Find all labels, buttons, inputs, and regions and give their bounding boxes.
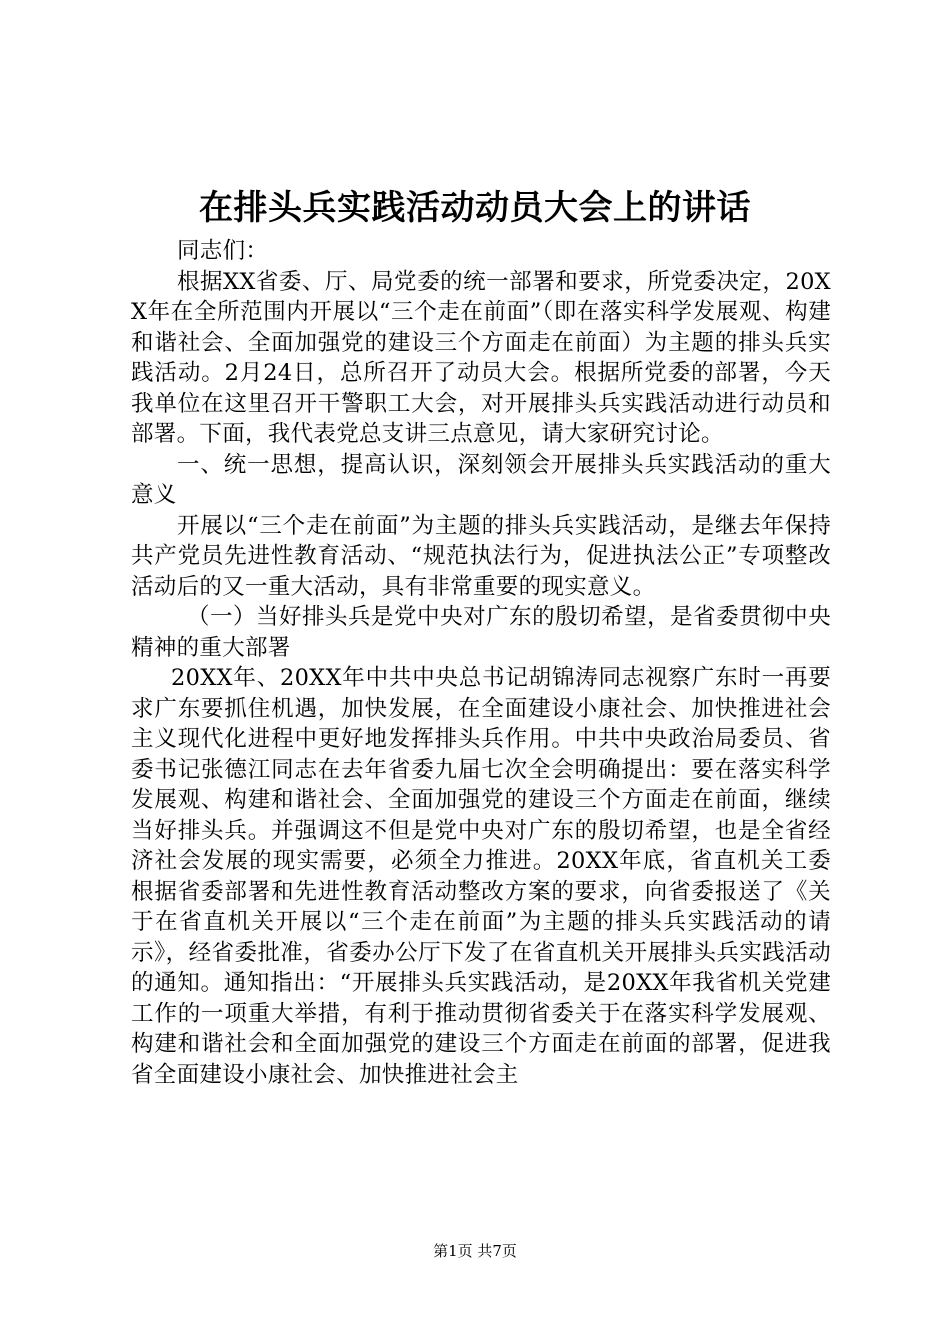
section-heading-1: 一、统一思想，提高认识，深刻领会开展排头兵实践活动的重大意义 <box>131 451 831 508</box>
paragraph-significance: 开展以“三个走在前面”为主题的排头兵实践活动，是继去年保持共产党员先进性教育活动、“规范执法行为，促进执法公正”专项整改活动后的又一重大活动，具有非常重要的现实意义。 <box>131 512 831 600</box>
salutation: 同志们： <box>177 238 269 264</box>
document-title: 在排头兵实践活动动员大会上的讲话 <box>199 188 751 228</box>
paragraph-background: 20XX年、20XX年中共中央总书记胡锦涛同志视察广东时一再要求广东要抓住机遇，加快发展，在全面建设小康社会、加快推进社会主义现代化进程中更好地发挥排头兵作用。中共中央政治局委员、省委书记张德江同志在去年省委九届七次全会明确提出：要在落实科学发展观、构建和谐社会、全面加强党的建设三个方面走在前面，继续当好排头兵。并强调这不但是党中央对广东的殷切希望，也是全省经济社会发展的现实需要，必须全力推进。20XX年底，省直机关工委根据省委部署和先进性教育活动整改方案的要求，向省委报送了《关于在省直机关开展以“三个走在前面”为主题的排头兵实践活动的请示》，经省委批准，省委办公厅下发了在省直机关开展排头兵实践活动的通知。通知指出：“开展排头兵实践活动，是20XX年我省机关党建工作的一项重大举措，有利于推动贯彻省委关于在落实科学发展观、构建和谐社会和全面加强党的建设三个方面走在前面的部署，促进我省全面建设小康社会、加快推进社会主 <box>131 665 831 1088</box>
subsection-heading-1: （一）当好排头兵是党中央对广东的殷切希望，是省委贯彻中央精神的重大部署 <box>131 604 831 661</box>
document-body <box>131 236 831 1090</box>
paragraph-intro: 根据XX省委、厅、局党委的统一部署和要求，所党委决定，20XX年在全所范围内开展以“三个走在前面”（即在落实科学发展观、构建和谐社会、全面加强党的建设三个方面走在前面）为主题的排头兵实践活动。2月24日，总所召开了动员大会。根据所党委的部署，今天我单位在这里召开干警职工大会，对开展排头兵实践活动进行动员和部署。下面，我代表党总支讲三点意见，请大家研究讨论。 <box>131 268 831 447</box>
page-number-footer: 第1页 共7页 <box>433 1242 517 1260</box>
